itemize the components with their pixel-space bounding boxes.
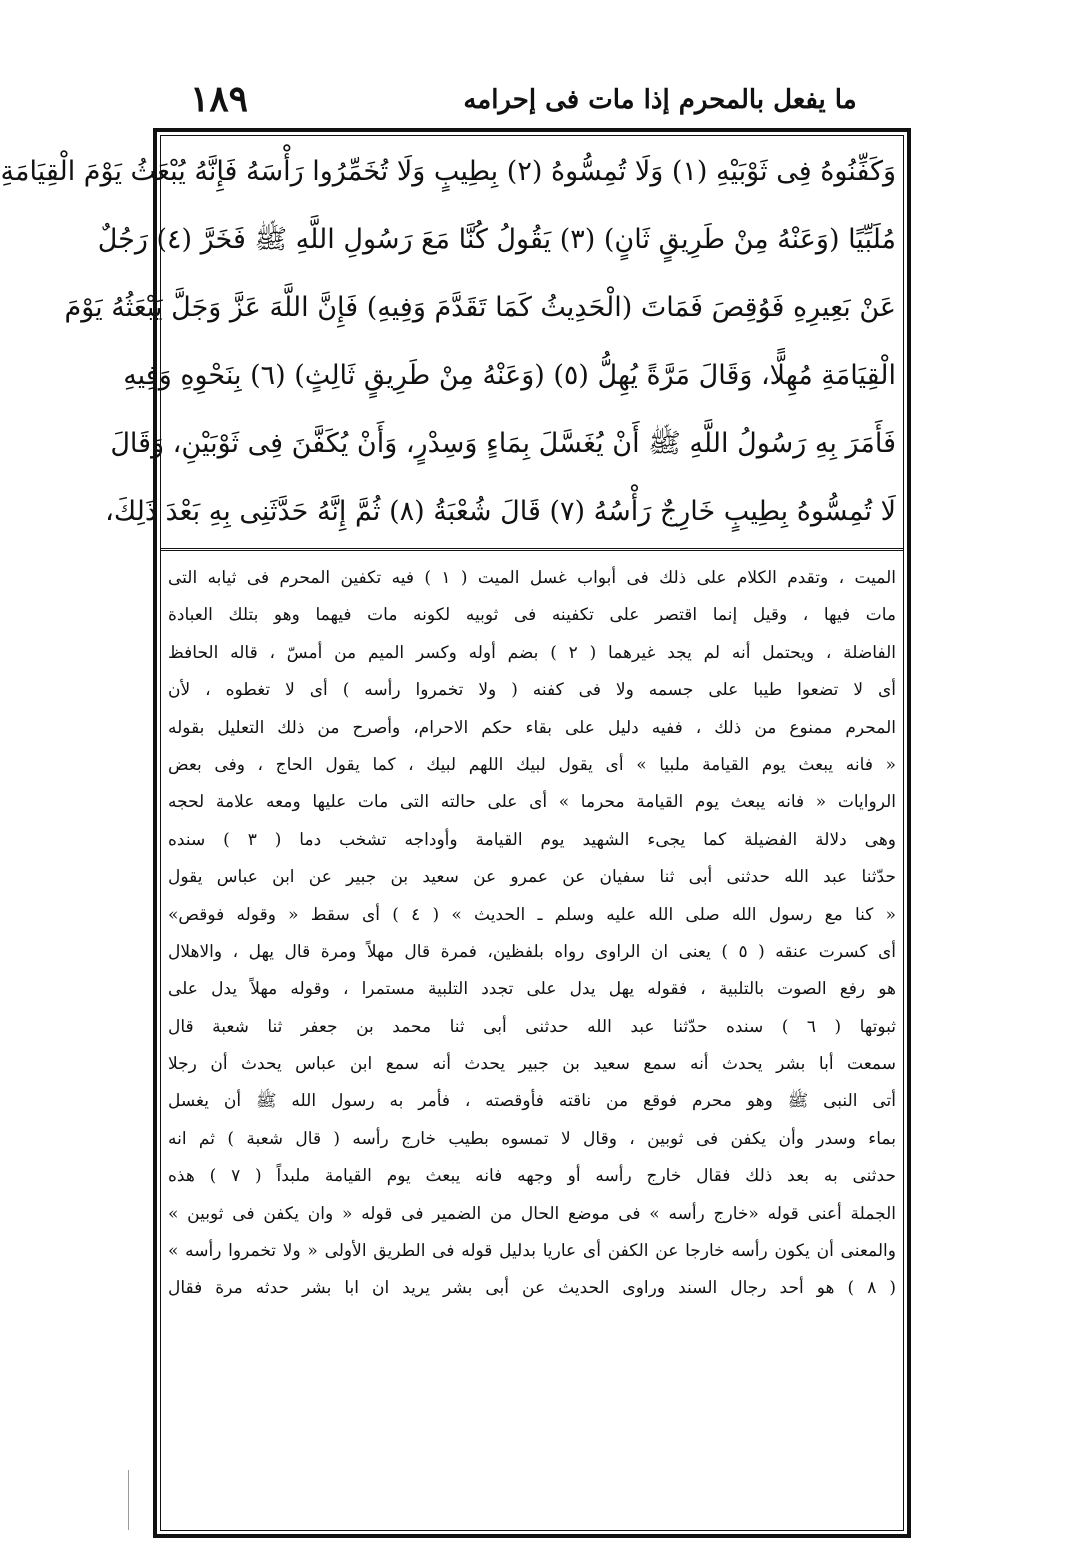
- commentary-line: الجملة أعنى قوله «خارج رأسه » فى موضع الحال من الضمير فى قوله « وان يكفن فى ثوبين »: [168, 1203, 896, 1224]
- commentary-line: مات فيها ، وقيل إنما اقتصر على تكفينه فى ثوبيه لكونه مات فيهما وهو بتلك العبادة: [168, 605, 896, 626]
- commentary-line: حدثنى به بعد ذلك فقال خارج رأسه أو وجهه فانه يبعث يوم القيامة ملبداً ( ٧ ) هذه: [168, 1166, 896, 1187]
- commentary-text: [168, 560, 896, 1308]
- running-title: ما يفعل بالمحرم إذا مات فى إحرامه: [463, 85, 857, 115]
- commentary-line: ثبوتها ( ٦ ) سنده حدّثنا عبد الله حدثنى أبى ثنا محمد بن جعفر ثنا شعبة قال: [168, 1016, 896, 1037]
- scan-margin-line: [128, 1470, 129, 1530]
- commentary-line: بماء وسدر وأن يكفن فى ثوبين ، وقال لا تمسوه بطيب خارج رأسه ( قال شعبة ) ثم انه: [168, 1128, 896, 1149]
- commentary-line: « فانه يبعث يوم القيامة ملبيا » أى يقول لبيك اللهم لبيك ، كما يقول الحاج ، وفى بعض: [168, 754, 896, 775]
- commentary-line: هو رفع الصوت بالتلبية ، فقوله يهل يدل على تجدد التلبية مستمرا ، وقوله مهلاً يدل على: [168, 979, 896, 1000]
- commentary-line: الفاضلة ، ويحتمل أنه لم يجد غيرهما ( ٢ ) بضم أوله وكسر الميم من أمسّ ، قاله الحافظ: [168, 642, 896, 663]
- section-divider: [160, 548, 904, 551]
- commentary-line: أى لا تضعوا طيبا على جسمه ولا فى كفنه ( ولا تخمروا رأسه ) أى لا تغطوه ، لأن: [168, 680, 896, 701]
- hadith-line: الْقِيَامَةِ مُهِلًّا، وَقَالَ مَرَّةً يُهِلُّ (٥) (وَعَنْهُ مِنْ طَرِيقٍ ثَالِثٍ) (٦) بِنَحْوِهِ وَفِيهِ: [123, 360, 896, 391]
- commentary-line: الروايات « فانه يبعث يوم القيامة محرما » أى على حالته التى مات عليها ومعه علامة لحجه: [168, 792, 896, 813]
- commentary-line: أى كسرت عنقه ( ٥ ) يعنى ان الراوى رواه بلفظين، فمرة قال مهلاً ومرة قال يهل ، والاهلال: [168, 941, 896, 962]
- commentary-line: سمعت أبا بشر يحدث أنه سمع سعيد بن جبير يحدث أنه سمع ابن عباس يحدث أن رجلا: [168, 1054, 896, 1075]
- commentary-line: وهى دلالة الفضيلة كما يجىء الشهيد يوم القيامة وأوداجه تشخب دما ( ٣ ) سنده: [168, 829, 896, 850]
- commentary-line: الميت ، وتقدم الكلام على ذلك فى أبواب غسل الميت ( ١ ) فيه تكفين المحرم فى ثيابه التى: [168, 568, 896, 588]
- commentary-line: حدّثنا عبد الله حدثنى أبى ثنا سفيان عن عمرو عن سعيد بن جبير عن ابن عباس يقول: [168, 867, 896, 888]
- page-number: ١٨٩: [190, 78, 249, 120]
- commentary-line: أتى النبى ﷺ وهو محرم فوقع من ناقته فأوقصته ، فأمر به رسول الله ﷺ أن يغسل: [168, 1091, 896, 1112]
- hadith-line: مُلَبِّيًا (وَعَنْهُ مِنْ طَرِيقٍ ثَانٍ) (٣) يَقُولُ كُنَّا مَعَ رَسُولِ اللَّهِ ﷺ فَخَرَّ (٤) رَجُلٌ: [97, 224, 896, 255]
- commentary-line: والمعنى أن يكون رأسه خارجا عن الكفن أى عاريا بدليل قوله فى الطريق الأولى « ولا تخمروا رأسه »: [168, 1241, 896, 1262]
- commentary-line: ( ٨ ) هو أحد رجال السند وراوى الحديث عن أبى بشر يريد ان ابا بشر حدثه مرة فقال: [168, 1278, 896, 1299]
- hadith-line: لَا تُمِسُّوهُ بِطِيبٍ خَارِجٌ رَأْسُهُ (٧) قَالَ شُعْبَةُ (٨) ثُمَّ إِنَّهُ حَدَّثَنِى بِهِ بَعْدَ ذَلِكَ،: [105, 496, 896, 527]
- hadith-line: فَأَمَرَ بِهِ رَسُولُ اللَّهِ ﷺ أَنْ يُغَسَّلَ بِمَاءٍ وَسِدْرٍ، وَأَنْ يُكَفَّنَ فِى ثَوْبَيْنِ، وَقَالَ: [110, 428, 896, 459]
- hadith-text: [0, 138, 896, 546]
- commentary-line: « كنا مع رسول الله صلى الله عليه وسلم ـ الحديث » ( ٤ ) أى سقط « وقوله فوقص»: [168, 904, 897, 925]
- hadith-line: وَكَفِّنُوهُ فِى ثَوْبَيْهِ (١) وَلَا تُمِسُّوهُ (٢) بِطِيبٍ وَلَا تُخَمِّرُوا رَأْسَهُ فَإِنَّهُ يُبْعَثُ يَوْمَ الْقِيَامَةِ: [0, 156, 896, 187]
- commentary-line: المحرم ممنوع من ذلك ، ففيه دليل على بقاء حكم الاحرام، وأصرح من ذلك التعليل بقوله: [168, 717, 896, 738]
- hadith-line: عَنْ بَعِيرِهِ فَوُقِصَ فَمَاتَ (الْحَدِيثُ كَمَا تَقَدَّمَ وَفِيهِ) فَإِنَّ اللَّهَ عَزَّ وَجَلَّ يَبْعَثُهُ يَوْمَ: [64, 292, 896, 323]
- page-header: [150, 78, 980, 120]
